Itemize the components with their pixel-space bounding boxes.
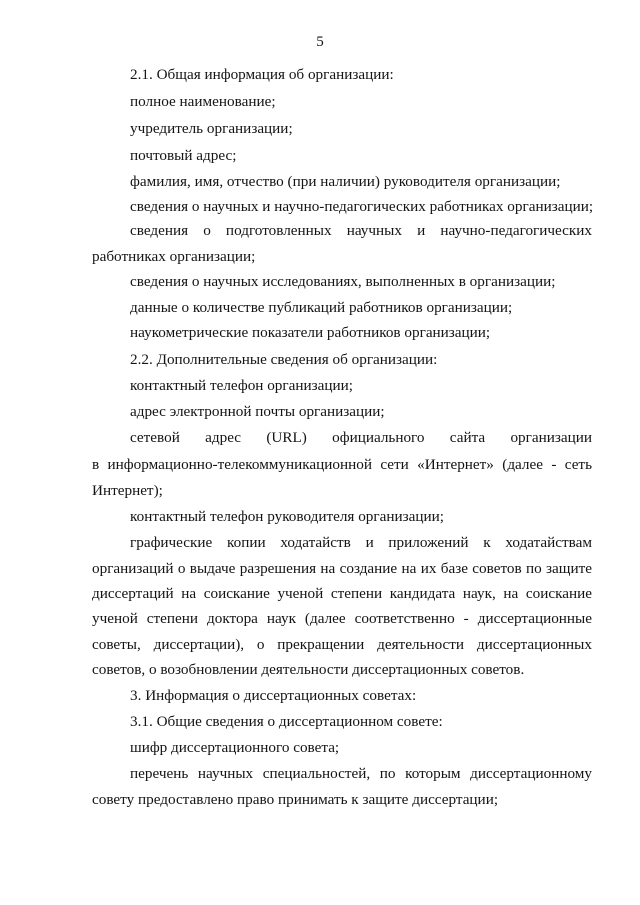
list-item: сетевой адрес (URL) официального сайта организации: [130, 429, 592, 446]
list-item-continuation: в информационно-телекоммуникационной сети «Интернет» (далее - сеть: [92, 456, 592, 473]
list-item-continuation: организаций о выдаче разрешения на создание на их базе советов по защите: [92, 560, 592, 577]
list-item-continuation: работниках организации;: [92, 248, 256, 265]
list-item: сведения о научных и научно-педагогических работниках организации;: [130, 198, 594, 215]
list-item-continuation: советов, о возобновлении деятельности диссертационных советов.: [92, 661, 525, 678]
list-item: адрес электронной почты организации;: [130, 403, 385, 420]
list-item-continuation: Интернет);: [92, 482, 163, 499]
list-item: наукометрические показатели работников организации;: [130, 324, 491, 341]
list-item: шифр диссертационного совета;: [130, 739, 340, 756]
list-item: сведения о научных исследованиях, выполненных в организации;: [130, 273, 556, 290]
section-heading-3-1: 3.1. Общие сведения о диссертационном совете:: [130, 713, 443, 730]
list-item: учредитель организации;: [130, 120, 293, 137]
section-heading-3: 3. Информация о диссертационных советах:: [130, 687, 417, 704]
section-heading-2-1: 2.1. Общая информация об организации:: [130, 66, 394, 83]
list-item: контактный телефон руководителя организации;: [130, 508, 444, 525]
list-item-continuation: ученой степени доктора наук (далее соответственно - диссертационные: [92, 610, 592, 627]
list-item: данные о количестве публикаций работников организации;: [130, 299, 513, 316]
list-item: почтовый адрес;: [130, 147, 237, 164]
page-number: 5: [316, 34, 324, 50]
section-heading-2-2: 2.2. Дополнительные сведения об организации:: [130, 351, 438, 368]
list-item: контактный телефон организации;: [130, 377, 353, 394]
list-item-continuation: советы, диссертации), о прекращении деятельности диссертационных: [92, 636, 592, 653]
list-item: полное наименование;: [130, 93, 276, 110]
list-item: сведения о подготовленных научных и научно-педагогических: [130, 222, 592, 239]
list-item: фамилия, имя, отчество (при наличии) руководителя организации;: [130, 173, 561, 190]
list-item: графические копии ходатайств и приложений к ходатайствам: [130, 534, 592, 551]
list-item-continuation: диссертаций на соискание ученой степени кандидата наук, на соискание: [92, 585, 592, 602]
list-item-continuation: совету предоставлено право принимать к защите диссертации;: [92, 791, 499, 808]
list-item: перечень научных специальностей, по которым диссертационному: [130, 765, 592, 782]
